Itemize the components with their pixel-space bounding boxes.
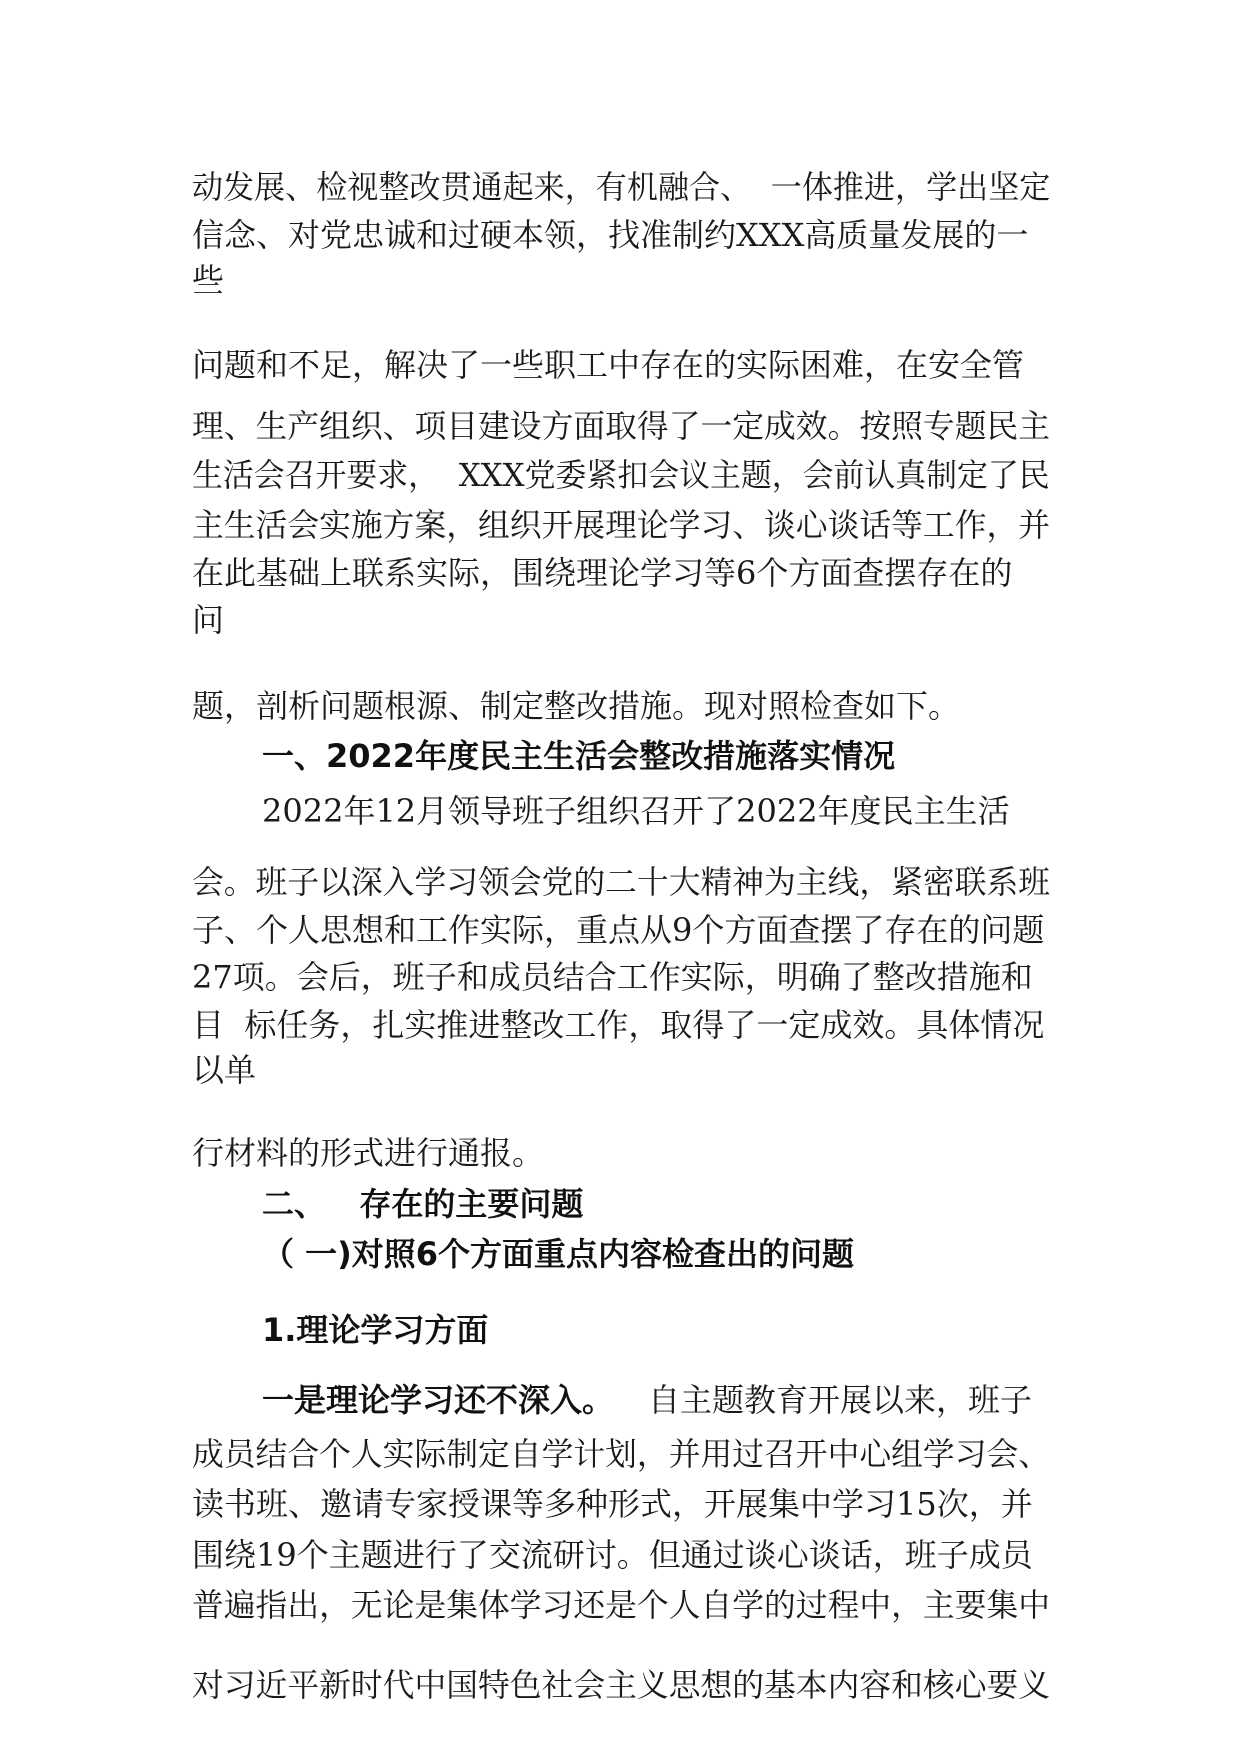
- subsection-heading: （ 一)对照6个方面重点内容检查出的问题: [262, 1235, 855, 1273]
- body-line: 会。班子以深入学习领会党的二十大精神为主线，紧密联系班: [192, 863, 1051, 901]
- body-line: 些: [192, 261, 225, 299]
- body-line: 问: [192, 601, 225, 639]
- body-line: 信念、对党忠诚和过硬本领，找准制约XXX高质量发展的一: [192, 216, 1029, 254]
- section-heading-1: 一、2022年度民主生活会整改措施落实情况: [262, 737, 896, 775]
- body-line: 行材料的形式进行通报。: [192, 1134, 545, 1172]
- body-line: 2022年12月领导班子组织召开了2022年度民主生活: [262, 792, 1010, 830]
- body-line: 问题和不足，解决了一些职工中存在的实际困难，在安全管: [192, 346, 1025, 384]
- body-line: 普遍指出，无论是集体学习还是个人自学的过程中，主要集中: [192, 1586, 1051, 1624]
- body-line: 生活会召开要求， XXX党委紧扣会议主题，会前认真制定了民: [192, 456, 1050, 494]
- body-line: 题，剖析问题根源、制定整改措施。现对照检查如下。: [192, 687, 961, 725]
- body-line: 围绕19个主题进行了交流研讨。但通过谈心谈话，班子成员: [192, 1536, 1033, 1574]
- section-heading-2: 二、 存在的主要问题: [262, 1185, 584, 1223]
- body-line: 对习近平新时代中国特色社会主义思想的基本内容和核心要义: [192, 1666, 1051, 1704]
- body-line: 在此基础上联系实际，围绕理论学习等6个方面查摆存在的: [192, 554, 1013, 592]
- body-line: 主生活会实施方案，组织开展理论学习、谈心谈话等工作，并: [192, 506, 1051, 544]
- point-lead: 一是理论学习还不深入。: [262, 1381, 615, 1419]
- body-line: 动发展、检视整改贯通起来，有机融合、 一体推进，学出坚定: [192, 168, 1051, 206]
- item-heading: 1.理论学习方面: [262, 1311, 489, 1349]
- body-line: 27项。会后，班子和成员结合工作实际，明确了整改措施和: [192, 958, 1033, 996]
- body-line: 自主题教育开展以来，班子: [648, 1381, 1033, 1419]
- body-line: 理、生产组织、项目建设方面取得了一定成效。按照专题民主: [192, 407, 1051, 445]
- body-line: 子、个人思想和工作实际，重点从9个方面查摆了存在的问题: [192, 911, 1045, 949]
- body-line: 成员结合个人实际制定自学计划，并用过召开中心组学习会、: [192, 1435, 1051, 1473]
- body-line: 目 标任务，扎实推进整改工作，取得了一定成效。具体情况: [192, 1006, 1045, 1044]
- body-line: 以单: [192, 1051, 257, 1089]
- body-line: 读书班、邀请专家授课等多种形式，开展集中学习15次，并: [192, 1485, 1033, 1523]
